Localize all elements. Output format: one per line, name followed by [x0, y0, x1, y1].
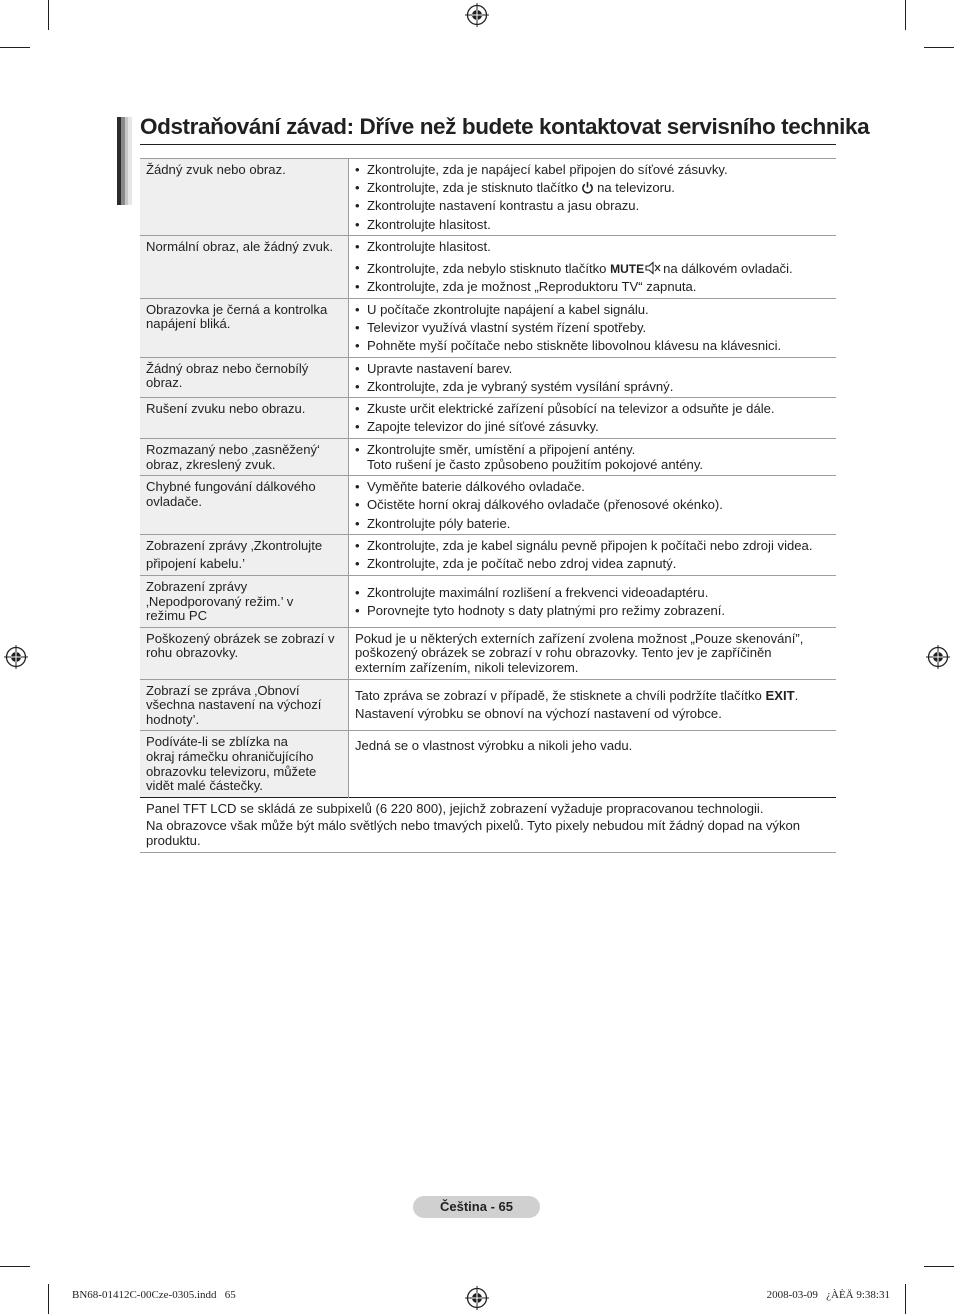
crop-mark — [905, 0, 906, 30]
symptom-cell: Žádný zvuk nebo obraz. — [140, 159, 349, 236]
list-item: • Upravte nastavení barev. — [355, 362, 830, 377]
solution-cell — [349, 535, 837, 576]
crop-mark — [48, 0, 49, 30]
table-row — [140, 439, 836, 476]
list-item: • Porovnejte tyto hodnoty s daty platnými pro režimy zobrazení. — [355, 604, 830, 619]
solution-cell — [349, 398, 837, 439]
symptom-cell: Chybné fungování dálkového ovladače. — [140, 476, 349, 535]
mute-speaker-icon — [645, 261, 661, 275]
crop-mark — [924, 47, 954, 48]
symptom-cell: Zobrazí se zpráva ‚Obnoví všechna nastavení na výchozí hodnoty’. — [140, 679, 349, 731]
page-number-badge: Čeština - 65 — [413, 1196, 540, 1218]
symptom-cell: Normální obraz, ale žádný zvuk. — [140, 236, 349, 298]
list-item: • Zkontrolujte směr, umístění a připojení antény. Toto rušení je často způsobeno použitím pokojové antény. — [355, 443, 830, 472]
symptom-cell: Zobrazení zprávy ‚Zkontrolujte připojení kabelu.’ — [140, 535, 349, 576]
solution-cell: Pokud je u některých externích zařízení zvolena možnost „Pouze skenování”, poškozený obrázek se zobrazí v rohu obrazovky. Tento jev je zapříčiněn externím zařízením, nikoli televizorem. — [349, 627, 837, 679]
solution-cell — [349, 576, 837, 628]
crop-mark — [48, 1284, 49, 1314]
note-cell: Panel TFT LCD se skládá ze subpixelů (6 220 800), jejichž zobrazení vyžaduje propracovanou technologii. Na obrazovce však může být málo světlých nebo tmavých pixelů. Tyto pixely nebudou mít žádný dopad na výkon produktu. — [140, 797, 836, 852]
list-item: • Zkuste určit elektrické zařízení působící na televizor a odsuňte je dále. — [355, 402, 830, 417]
solution-cell — [349, 159, 837, 236]
symptom-cell: Zobrazení zprávy ‚Nepodporovaný režim.’ v režimu PC — [140, 576, 349, 628]
list-item: • Pohněte myší počítače nebo stiskněte libovolnou klávesu na klávesnici. — [355, 339, 830, 354]
solution-cell — [349, 236, 837, 298]
symptom-cell: Rozmazaný nebo ‚zasněžený‘ obraz, zkreslený zvuk. — [140, 439, 349, 476]
list-item: • Zkontrolujte, zda je kabel signálu pevně připojen k počítači nebo zdroji videa. — [355, 539, 830, 554]
list-item: • Zkontrolujte, zda je počítač nebo zdroj videa zapnutý. — [355, 557, 830, 572]
footer-date-info: 2008-03-09 ¿ÀÈÄ 9:38:31 — [766, 1289, 890, 1301]
table-row — [140, 535, 836, 576]
symptom-cell: Poškozený obrázek se zobrazí v rohu obrazovky. — [140, 627, 349, 679]
table-row — [140, 159, 836, 236]
list-item: • Zkontrolujte, zda je možnost „Reproduktoru TV“ zapnuta. — [355, 280, 830, 295]
page-title: Odstraňování závad: Dříve než budete kontaktovat servisního technika — [140, 112, 836, 145]
table-row — [140, 679, 836, 731]
solution-cell: Jedná se o vlastnost výrobku a nikoli jeho vadu. — [349, 731, 837, 797]
list-item: • Očistěte horní okraj dálkového ovladače (přenosové okénko). — [355, 498, 830, 513]
list-item: • Zkontrolujte hlasitost. — [355, 218, 830, 233]
crop-mark — [905, 1284, 906, 1314]
solution-cell — [349, 476, 837, 535]
crop-mark — [924, 1266, 954, 1267]
registration-mark-icon — [465, 1286, 489, 1310]
footer-file-info: BN68-01412C-00Cze-0305.indd 65 — [72, 1289, 236, 1301]
solution-cell — [349, 357, 837, 398]
solution-cell: Tato zpráva se zobrazí v případě, že stisknete a chvíli podržíte tlačítko EXIT. Nastavení výrobku se obnoví na výchozí nastavení od výrobce. — [349, 679, 837, 731]
table-row — [140, 398, 836, 439]
list-item: • U počítače zkontrolujte napájení a kabel signálu. — [355, 303, 830, 318]
registration-mark-icon — [926, 645, 950, 669]
symptom-cell: Žádný obraz nebo černobílý obraz. — [140, 357, 349, 398]
power-icon — [581, 181, 594, 194]
crop-mark — [0, 1266, 30, 1267]
list-item: • Zkontrolujte póly baterie. — [355, 517, 830, 532]
table-row — [140, 731, 836, 797]
mute-label: MUTE — [610, 261, 645, 276]
registration-mark-icon — [4, 645, 28, 669]
crop-mark — [0, 47, 30, 48]
symptom-cell: Obrazovka je černá a kontrolka napájení bliká. — [140, 298, 349, 357]
table-note-row — [140, 797, 836, 852]
table-row — [140, 298, 836, 357]
troubleshooting-table — [140, 158, 836, 853]
list-item: • Vyměňte baterie dálkového ovladače. — [355, 480, 830, 495]
list-item: • Zkontrolujte nastavení kontrastu a jasu obrazu. — [355, 199, 830, 214]
list-item: • Zkontrolujte, zda je stisknuto tlačítko na televizoru. — [355, 181, 830, 196]
solution-cell — [349, 439, 837, 476]
list-item: • Zkontrolujte, zda nebylo stisknuto tlačítko MUTE na dálkovém ovladači. — [355, 261, 830, 277]
table-row — [140, 576, 836, 628]
symptom-cell: Podíváte-li se zblízka na okraj rámečku ohraničujícího obrazovku televizoru, můžete vidět malé částečky. — [140, 731, 349, 797]
table-row — [140, 627, 836, 679]
table-row — [140, 357, 836, 398]
list-item: • Zkontrolujte hlasitost. — [355, 240, 830, 255]
symptom-cell: Rušení zvuku nebo obrazu. — [140, 398, 349, 439]
list-item: • Zkontrolujte, zda je vybraný systém vysílání správný. — [355, 380, 830, 395]
list-item: • Zapojte televizor do jiné síťové zásuvky. — [355, 420, 830, 435]
table-row — [140, 476, 836, 535]
title-accent-bar — [117, 117, 132, 205]
table-row — [140, 236, 836, 298]
registration-mark-icon — [465, 3, 489, 27]
solution-cell — [349, 298, 837, 357]
list-item: • Zkontrolujte, zda je napájecí kabel připojen do síťové zásuvky. — [355, 163, 830, 178]
list-item: • Zkontrolujte maximální rozlišení a frekvenci videoadaptéru. — [355, 586, 830, 601]
list-item: • Televizor využívá vlastní systém řízení spotřeby. — [355, 321, 830, 336]
exit-label: EXIT — [765, 687, 795, 703]
